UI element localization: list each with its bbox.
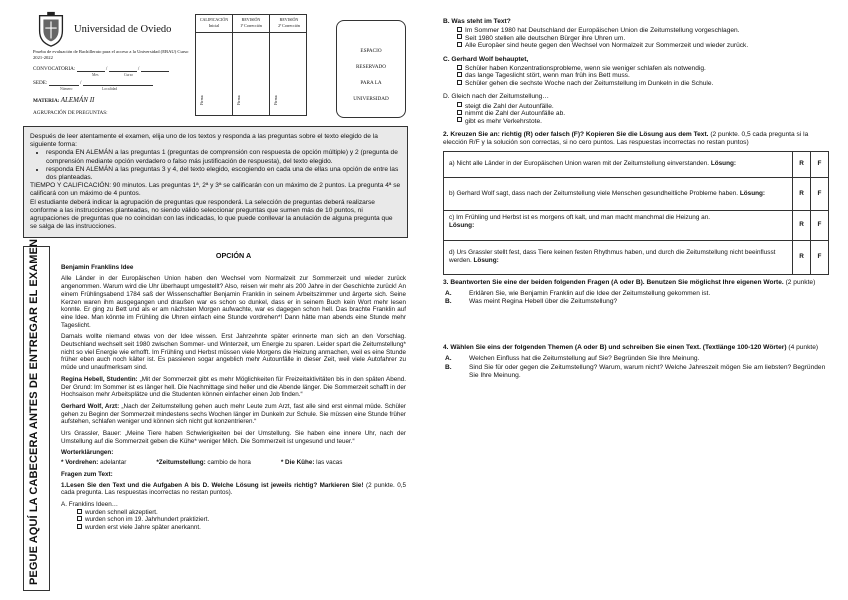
tf-richtig-cell[interactable]: R bbox=[793, 210, 811, 240]
tf-row bbox=[444, 177, 829, 210]
header-paste-band bbox=[23, 238, 50, 591]
vocab-list bbox=[61, 459, 406, 467]
checkbox[interactable] bbox=[457, 27, 462, 32]
convocatoria-field-3[interactable] bbox=[141, 66, 169, 72]
instructions-list bbox=[46, 149, 401, 182]
vocab-heading: Worterklärungen: bbox=[61, 449, 114, 457]
speaker-name: Regina Hebell, Studentin: bbox=[61, 375, 138, 383]
tf-richtig-cell[interactable]: R bbox=[793, 177, 811, 210]
checkbox[interactable] bbox=[77, 516, 82, 521]
materia-value: ALEMÁN II bbox=[60, 96, 95, 104]
checkbox[interactable] bbox=[77, 524, 82, 529]
answer-option[interactable]: Schüler gehen die sechste Woche nach der Zeitumstellung im Dunkeln in die Schule. bbox=[457, 80, 828, 88]
answer-option[interactable]: steigt die Zahl der Autounfälle. bbox=[457, 103, 828, 111]
answer-option[interactable]: gibt es mehr Verkehrstote. bbox=[457, 118, 828, 126]
instructions-bullet: • responda EN ALEMÁN a las preguntas 3 y 4, del texto elegido, escogiendo en cada una de ellas una opción de entre las dos planteadas. bbox=[46, 166, 401, 182]
questions-heading: Fragen zum Text: bbox=[61, 470, 113, 478]
tf-statement: b) Gerhard Wolf sagt, dass nach der Zeitumstellung viele Menschen gesundheitliche Probleme haben. Lösung: bbox=[444, 177, 793, 210]
university-crest-icon bbox=[32, 10, 70, 48]
agrupacion-label: AGRUPACIÓN DE PREGUNTAS: bbox=[33, 110, 108, 116]
reserved-line: ESPACIO bbox=[360, 48, 382, 54]
calif-col-sub: 1ª Corrección bbox=[240, 23, 262, 28]
speaker-quote: „Nach der Zeitumstellung gehen auch mehr Leute zum Arzt, fast alle sind erst einmal müde. Schüler gehen zu Beginn der Sommerzeit mindestens sechs Wochen länger im Dunkeln zur Schule. Sie müssen eine Stunde früher aufstehen, schlafen weniger und können sich nicht gut konzentrieren.“ bbox=[61, 402, 407, 426]
true-false-table bbox=[443, 151, 829, 275]
question-2: 2. Kreuzen Sie an: richtig (R) oder falsch (F)? Kopieren Sie die Lösung aus dem Text. (2 punkte. 0,5 cada pregunta si la elección R/F y la solución son correctas, si no cero puntos. Las respuestas incorrectas no restan puntos) bbox=[443, 131, 809, 147]
answer-option[interactable]: das lange Tageslicht stört, wenn man früh ins Bett muss. bbox=[457, 72, 828, 80]
question-1d: D. Gleich nach der Zeitumstellung… bbox=[443, 93, 549, 101]
reserved-space-box bbox=[336, 20, 406, 118]
checkbox[interactable] bbox=[457, 72, 462, 77]
answer-option[interactable]: wurden erst viele Jahre später anerkannt. bbox=[77, 524, 406, 532]
calif-col-title: CALIFICACIÓN bbox=[199, 17, 229, 22]
instructions-intro: Después de leer atentamente el examen, elija uno de los textos y responda a las preguntas sobre el texto elegido de la siguiente forma: bbox=[30, 133, 378, 149]
question-3: 3. Beantworten Sie eine der beiden folgenden Fragen (A oder B). Benutzen Sie möglichst Ihre eigenen Worte. (2 punkte) bbox=[443, 278, 816, 286]
sede-sub-2: Localidad bbox=[102, 87, 118, 91]
question-1: 1.Lesen Sie den Text und die Aufgaben A bis D. Welche Lösung ist jeweils richtig? Markieren Sie! (2 punkte. 0,5 cada pregunta. Las respuestas incorrectas no restan puntos). bbox=[61, 481, 406, 497]
checkbox[interactable] bbox=[457, 65, 462, 70]
question-4: 4. Wählen Sie eins der folgenden Themen (A oder B) und schreiben Sie einen Text. (Textlänge 100-120 Wörter) (4 punkte) bbox=[443, 344, 819, 352]
speaker-quote: „Mit der Sommerzeit gibt es mehr Möglichkeiten für Freizeitaktivitäten bis in den späten Abend. Der Grund: Im Sommer ist es länger hell. Die Nachmittage sind heller und die Abende länger. Die Sommerzeit schafft in der Hochsaison mehr Arbeitsplätze und die Studenten können einfacher einen Job finden.“ bbox=[61, 375, 406, 399]
materia-label: MATERIA: bbox=[33, 98, 60, 104]
vocab-item: * Vordrehen: adelantar bbox=[61, 459, 127, 467]
text-paragraph bbox=[61, 376, 406, 399]
reserved-line: UNIVERSIDAD bbox=[353, 96, 389, 102]
question-1c: C. Gerhard Wolf behauptet, bbox=[443, 55, 529, 63]
vocab-item: * Die Kühe: las vacas bbox=[280, 459, 343, 467]
text-paragraph: Alle Länder in der Europäischen Union haben den Wechsel vom Normalzeit zur Sommerzeit und wieder zurück angenommen. Warum wird die Uhr überhaupt umgestellt? Also, reisen wir mehr als 200 Jahre in der Geschichte zurück! An einem Frühlingsabend 1784 saß der Wissenschaftler Benjamin Franklin in seinem Arbeitszimmer und ärgerte sich. Seine Kerzen waren ihm ausgegangen und draußen war es schon so dunkel, dass er in seinem Buch kein Wort mehr lesen konnte. Er ging zu Bett und als er am nächsten Morgen aufwachte, war es dagegen schon hell. Das brachte Franklin auf eine Idee. Man könnte im Frühling die Uhren einfach eine Stunde vordrehen*! Dann hätte man abends eine Stunde mehr Tageslicht. bbox=[61, 275, 406, 329]
checkbox[interactable] bbox=[457, 42, 462, 47]
convocatoria-field-2[interactable] bbox=[109, 66, 137, 72]
sede-label: SEDE: bbox=[33, 80, 48, 86]
firma-label: Firma bbox=[199, 95, 204, 105]
tf-statement: c) Im Frühling und Herbst ist es morgens oft kalt, und man macht manchmal die Heizung an. Lösung: bbox=[444, 210, 793, 240]
vocab-item: *Zeitumstellung: cambio de hora bbox=[156, 459, 251, 467]
calif-col-sub: Inicial bbox=[208, 23, 220, 28]
text-paragraph: Damals wollte niemand etwas von der Idee wissen. Erst Jahrzehnte später erinnerte man sich an den Vorschlag. Deutschland wechselt seit 1980 zwischen Sommer- und Winterzeit, um Energie zu sparen. Leider spart die Zeitumstellung* nicht so viel Energie wie erhofft. Im Frühling und Herbst müssen viele Morgens die Heizung anmachen, weil es eine Stunde früher eben auch noch kälter ist. Es passieren sogar angeblich mehr Autounfälle in dieser Zeit, weil viele Autofahrer zu müde und unaufmerksam sind. bbox=[61, 333, 406, 372]
tf-statement: a) Nicht alle Länder in der Europäischen Union waren mit der Zeitumstellung einverstanden. Lösung: bbox=[444, 151, 793, 177]
tf-falsch-cell[interactable]: F bbox=[811, 177, 829, 210]
sede-sub-1: Número bbox=[60, 87, 73, 91]
convocatoria-sub-2: Curso bbox=[124, 73, 134, 77]
checkbox[interactable] bbox=[457, 34, 462, 39]
tf-falsch-cell[interactable]: F bbox=[811, 151, 829, 177]
calification-table: CALIFICACIÓN Inicial Firma REVISIÓN 1ª Corrección Firma REVISIÓN 2ª Corrección Firma bbox=[195, 14, 307, 116]
convocatoria-row: CONVOCATORIA: / / bbox=[33, 66, 169, 72]
exam-title: Prueba de evaluación de Bachillerato para el acceso a la Universidad (EBAU) Curso 2021-2022 bbox=[33, 49, 189, 60]
tf-richtig-cell[interactable]: R bbox=[793, 240, 811, 274]
checkbox[interactable] bbox=[457, 102, 462, 107]
calif-col-title: REVISIÓN bbox=[279, 17, 299, 22]
checkbox[interactable] bbox=[77, 509, 82, 514]
reading-text-column bbox=[61, 252, 406, 531]
option-title: OPCIÓN A bbox=[215, 251, 252, 260]
question-3-option: B. Was meint Regina Hebell über die Zeitumstellung? bbox=[445, 297, 618, 305]
calif-col-sub: 2ª Corrección bbox=[278, 23, 300, 28]
question-4-option: A. Welchen Einfluss hat die Zeitumstellung auf Sie? Begründen Sie Ihre Meinung. bbox=[445, 355, 700, 363]
tf-row bbox=[444, 240, 829, 274]
checkbox[interactable] bbox=[457, 117, 462, 122]
question-1b: B. Was steht im Text? bbox=[443, 18, 511, 25]
header-paste-label: PEGUE AQUÍ LA CABECERA ANTES DE ENTREGAR EL EXAMEN bbox=[28, 238, 40, 585]
instructions-time: TIEMPO Y CALIFICACIÓN: 90 minutos. Las preguntas 1ª, 2ª y 3ª se calificarán con un máximo de 2 puntos. La pregunta 4ª se calificará con un máximo de 4 puntos. bbox=[30, 182, 401, 198]
questions-column bbox=[443, 18, 828, 380]
tf-falsch-cell[interactable]: F bbox=[811, 210, 829, 240]
instructions-rules: El estudiante deberá indicar la agrupación de preguntas que responderá. La selección de preguntas deberá realizarse conforme a las instrucciones planteadas, no siendo válido seleccionar preguntas que sumen más de 10 puntos, ni agrupaciones de preguntas que no coincidan con las indicadas, lo que puede conllevar la anulación de alguna pregunta que se salga de las instrucciones. bbox=[30, 198, 393, 231]
sede-row: SEDE: / bbox=[33, 80, 153, 86]
text-paragraph bbox=[61, 403, 406, 426]
materia-row bbox=[33, 96, 94, 104]
answer-option[interactable]: wurden schnell akzeptiert. bbox=[77, 509, 406, 517]
speaker-name: Gerhard Wolf, Arzt: bbox=[61, 402, 120, 410]
agrupacion-row bbox=[33, 110, 108, 116]
question-4-option: B. Sind Sie für oder gegen die Zeitumstellung? Warum, warum nicht? Welche Jahreszeit mögen Sie am liebsten? Begründen Sie Ihre Meinung. bbox=[445, 363, 826, 379]
sede-number-field[interactable] bbox=[49, 80, 79, 86]
answer-option[interactable]: Im Sommer 1980 hat Deutschland der Europäischen Union die Zeitumstellung vorgeschlagen. bbox=[457, 27, 828, 35]
question-1a: A. Franklins Ideen… bbox=[61, 500, 119, 508]
answer-option[interactable]: Alle Europäer sind heute gegen den Wechsel von Normalzeit zur Sommerzeit und wieder zurück. bbox=[457, 42, 828, 50]
university-name: Universidad de Oviedo bbox=[74, 24, 172, 35]
sede-locality-field[interactable] bbox=[83, 80, 153, 86]
convocatoria-field-1[interactable] bbox=[77, 66, 105, 72]
convocatoria-label: CONVOCATORIA: bbox=[33, 66, 76, 72]
answer-option[interactable]: wurden schon im 19. Jahrhundert praktiziert. bbox=[77, 516, 406, 524]
question-3-option: A. Erklären Sie, wie Benjamin Franklin auf die Idee der Zeitumstellung gekommen ist. bbox=[445, 289, 711, 297]
instructions-box bbox=[23, 126, 408, 238]
checkbox[interactable] bbox=[457, 110, 462, 115]
tf-row bbox=[444, 210, 829, 240]
answer-option[interactable]: Seit 1980 stellen alle deutschen Bürger ihre Uhren um. bbox=[457, 35, 828, 43]
text-title: Benjamin Franklins Idee bbox=[61, 263, 134, 271]
checkbox[interactable] bbox=[457, 80, 462, 85]
tf-statement: d) Urs Grassler stellt fest, dass Tiere keinen festen Rhythmus haben, und durch die Zeitumstellung nicht beeinflusst werden. Lösung: bbox=[444, 240, 793, 274]
instructions-bullet: • responda EN ALEMÁN a las preguntas 1 (preguntas de comprensión con respuesta de opción múltiple) y 2 (pregunta de comprensión mediante opción verdadero o falso más justificación de respuesta), del texto elegido. bbox=[46, 149, 401, 165]
calif-col-title: REVISIÓN bbox=[241, 17, 261, 22]
reserved-line: RESERVADO bbox=[355, 64, 387, 70]
tf-falsch-cell[interactable]: F bbox=[811, 240, 829, 274]
answer-option[interactable]: nimmt die Zahl der Autounfälle ab. bbox=[457, 110, 828, 118]
text-paragraph: Urs Grassler, Bauer: „Meine Tiere haben Schwierigkeiten bei der Umstellung. Sie haben eine innere Uhr, nach der Umstellung auf die Sommerzeit geben die Kühe* weniger Milch. Die Sommerzeit ist ungesund und teuer.“ bbox=[61, 430, 406, 445]
tf-richtig-cell[interactable]: R bbox=[793, 151, 811, 177]
tf-row bbox=[444, 151, 829, 177]
answer-option[interactable]: Schüler haben Konzentrationsprobleme, wenn sie weniger schlafen als notwendig. bbox=[457, 65, 828, 73]
reserved-line: PARA LA bbox=[360, 80, 382, 86]
convocatoria-sub-1: Mes bbox=[92, 73, 99, 77]
